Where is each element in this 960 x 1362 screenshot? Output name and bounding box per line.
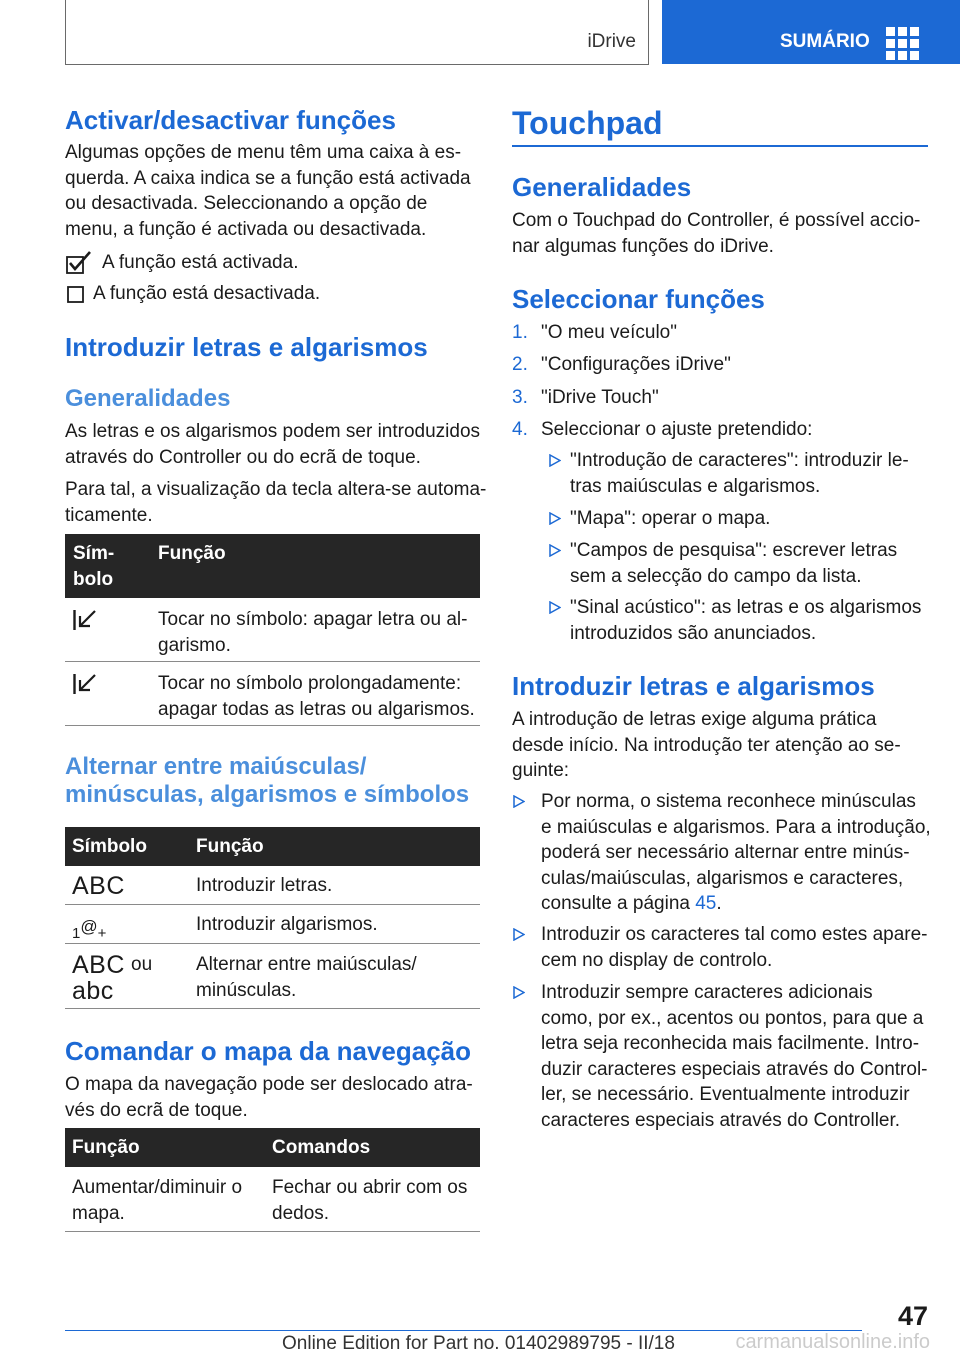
delete-symbols-table (65, 534, 480, 726)
header-chapter-box (65, 0, 649, 65)
backspace-icon (72, 608, 98, 637)
table-header (65, 534, 480, 598)
list-item-end: . (716, 893, 722, 914)
uppercase-symbol: ABC (72, 951, 125, 979)
subsection-title-general: Generalidades (65, 385, 231, 412)
section-title-input: Introduzir letras e algarismos (65, 332, 428, 362)
list-item: Introduzir os caracteres tal como estes apare- cem no display de controlo. (541, 924, 928, 971)
checked-label: A função está activada. (102, 252, 299, 273)
step-number: 3. (512, 387, 528, 408)
section-title-select: Seleccionar funções (512, 284, 765, 314)
table-header (65, 1128, 480, 1167)
list-item: Seleccionar o ajuste pretendido: (541, 419, 813, 440)
checkbox-checked-icon (65, 249, 93, 280)
list-item: "Introdução de caracteres": introduzir le- tras maiúsculas e algarismos. (570, 450, 909, 497)
numbers-symbol-plus: + (97, 925, 107, 942)
column-header-symbol: Sím- bolo (73, 543, 115, 590)
numbers-symbol-at: @ (80, 917, 98, 936)
general-body: Com o Touchpad do Controller, é possível accio- nar algumas funções do iDrive. (512, 210, 921, 257)
list-item: Introduzir sempre caracteres adicionais como, por ex., acentos ou pontos, para que a letra seja reconhecida mais facilmente. Intro- duzir caracteres especiais através do Control- ler, se necessário. Eventualmente introduzir caracteres especiais através do Controller. (541, 982, 928, 1131)
grid-icon (886, 27, 919, 60)
section-title-activate: Activar/desactivar funções (65, 105, 396, 135)
numbers-symbol (72, 915, 106, 946)
step-number: 1. (512, 322, 528, 343)
toc-button[interactable] (662, 0, 960, 64)
column-header-commands: Comandos (272, 1137, 371, 1158)
column-header-function: Função (72, 1137, 140, 1158)
row-function: Alternar entre maiúsculas/ minúsculas. (196, 954, 417, 1001)
edition-info: Online Edition for Part no. 01402989795 - II/18 (282, 1333, 675, 1354)
list-item: "Configurações iDrive" (541, 354, 731, 375)
section-title-general: Generalidades (512, 172, 692, 202)
row-function: Tocar no símbolo: apagar letra ou al- garismo. (158, 609, 468, 656)
table-row (65, 866, 480, 905)
list-item (541, 789, 931, 917)
symbol-connector: ou (131, 954, 153, 975)
triangle-bullet-icon (513, 795, 525, 808)
numbers-symbol-digit: 1 (72, 925, 81, 942)
section-title-map: Comandar o mapa da navegação (65, 1036, 472, 1066)
row-function: Tocar no símbolo prolongadamente: apagar todas as letras ou algarismos. (158, 673, 475, 720)
case-symbols-table (65, 827, 480, 1009)
triangle-bullet-icon (549, 544, 561, 557)
column-header-function: Função (158, 543, 226, 564)
list-item-text: Por norma, o sistema reconhece minúsculas e maiúsculas e algarismos. Para a introdução, poderá ser necessário alternar entre minús- culas/maiúsculas, algarismos e caracteres, consulte a página (541, 791, 931, 914)
triangle-bullet-icon (549, 512, 561, 525)
row-function: Aumentar/diminuir o mapa. (72, 1177, 243, 1224)
letters-symbol: ABC (72, 872, 125, 900)
table-row (65, 905, 480, 944)
triangle-bullet-icon (513, 986, 525, 999)
row-function: Introduzir algarismos. (196, 914, 378, 935)
triangle-bullet-icon (549, 601, 561, 614)
step-number: 2. (512, 354, 528, 375)
row-command: Fechar ou abrir com os dedos. (272, 1177, 468, 1224)
table-header (65, 827, 480, 866)
chapter-heading-touchpad: Touchpad (512, 105, 663, 141)
triangle-bullet-icon (513, 928, 525, 941)
lowercase-symbol: abc (72, 977, 114, 1005)
list-item: "iDrive Touch" (541, 387, 659, 408)
subsection-title-case: Alternar entre maiúsculas/ minúsculas, algarismos e símbolos (65, 753, 470, 808)
table-row (65, 662, 480, 726)
map-body: O mapa da navegação pode ser deslocado atra- vés do ecrã de toque. (65, 1074, 473, 1121)
page-number: 47 (897, 1301, 928, 1331)
table-row (65, 944, 480, 1009)
list-item: "Sinal acústico": as letras e os algarismos introduzidos são anunciados. (570, 597, 922, 644)
unchecked-label: A função está desactivada. (93, 283, 321, 304)
list-item: "O meu veículo" (541, 322, 677, 343)
checkbox-empty-icon (67, 286, 84, 308)
section-title-input-right: Introduzir letras e algarismos (512, 671, 875, 701)
toc-label: SUMÁRIO (780, 31, 870, 52)
column-header-function: Função (196, 836, 264, 857)
row-function: Introduzir letras. (196, 875, 333, 896)
input-para-1: As letras e os algarismos podem ser introduzidos através do Controller ou do ecrã de toque. (65, 421, 481, 468)
input-right-body: A introdução de letras exige alguma prática desde início. Na introdução ter atenção ao se- guinte: (512, 709, 901, 781)
input-para-2: Para tal, a visualização da tecla altera-se automa- ticamente. (65, 479, 487, 526)
list-item: "Mapa": operar o mapa. (570, 508, 771, 529)
chapter-title: iDrive (587, 31, 636, 52)
triangle-bullet-icon (549, 454, 561, 467)
table-row (65, 598, 480, 662)
backspace-icon (72, 672, 98, 701)
step-number: 4. (512, 419, 528, 440)
page-link[interactable]: 45 (695, 893, 717, 914)
map-commands-table (65, 1128, 480, 1232)
column-header-symbol: Símbolo (72, 836, 147, 857)
list-item: "Campos de pesquisa": escrever letras sem a selecção do campo da lista. (570, 540, 898, 587)
watermark: carmanualsonline.info (735, 1331, 930, 1353)
heading-underline (512, 145, 928, 147)
activate-body: Algumas opções de menu têm uma caixa à es- querda. A caixa indica se a função está activada ou desactivada. Seleccionando a opção de menu, a função é activada ou desactivada. (65, 142, 471, 240)
table-row (65, 1167, 480, 1232)
